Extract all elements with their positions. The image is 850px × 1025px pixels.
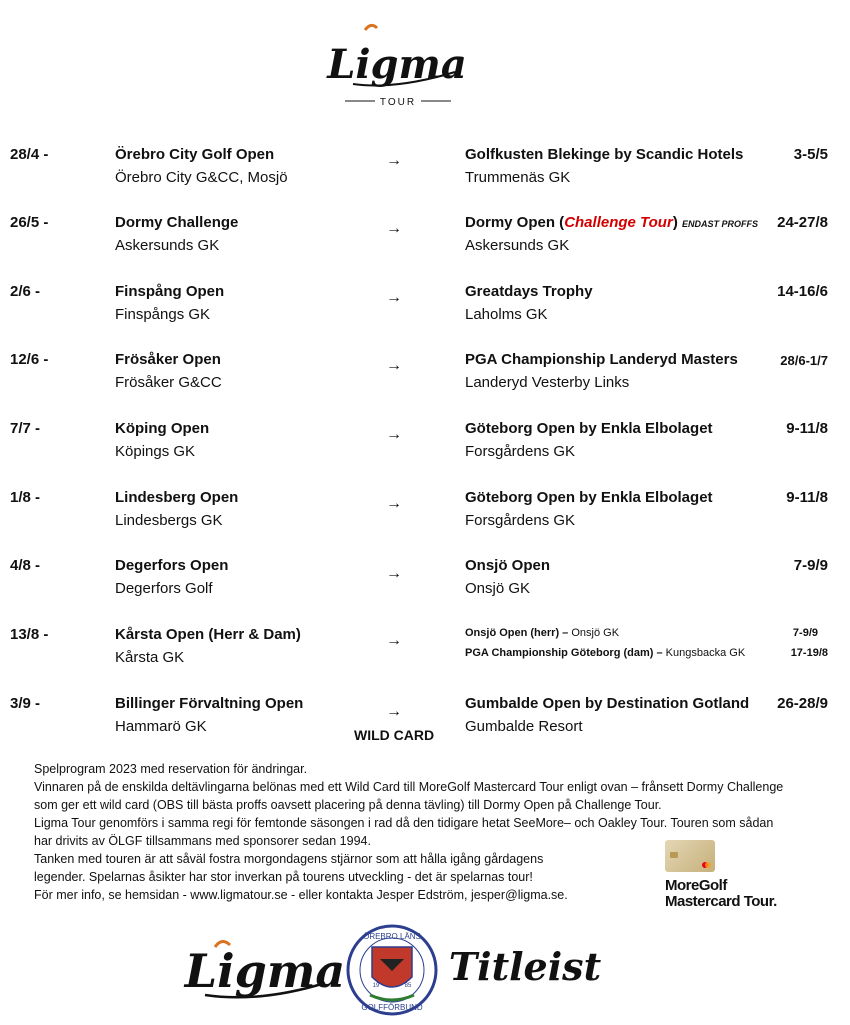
event-venue: Askersunds GK bbox=[115, 237, 220, 254]
wildcard-event-date: 17-19/8 bbox=[790, 647, 828, 659]
wild-card-label: WILD CARD bbox=[354, 727, 435, 743]
wildcard-event-venue: Landeryd Vesterby Links bbox=[465, 374, 630, 391]
event-date: 4/8 - bbox=[10, 557, 41, 574]
footer-paragraph: För mer info, se hemsidan - www.ligmatour.se - eller kontakta Jesper Edström, jesper@ligma.se. bbox=[34, 888, 568, 902]
ligma-logo bbox=[183, 941, 345, 998]
schedule-row bbox=[0, 351, 850, 411]
wildcard-event-name bbox=[465, 214, 758, 231]
wildcard-event-name: Göteborg Open by Enkla Elbolaget bbox=[465, 489, 713, 506]
event-date: 12/6 - bbox=[10, 351, 49, 368]
event-date: 2/6 - bbox=[10, 283, 41, 300]
footer-paragraph: Tanken med touren är att såväl fostra morgondagens stjärnor som att hålla igång gårdagens legender. Spelarnas åsikter har stor inverkan på tourens utveckling - det är spelarnas tour! bbox=[34, 852, 544, 884]
arrow-right-icon: → bbox=[386, 426, 402, 443]
wildcard-event-venue: Trummenäs GK bbox=[465, 169, 571, 186]
wildcard-event-venue: Forsgårdens GK bbox=[465, 443, 576, 460]
schedule-row bbox=[0, 214, 850, 274]
event-name-part: ) bbox=[672, 214, 678, 231]
footer-paragraph: Spelprogram 2023 med reservation för ändringar. bbox=[34, 762, 308, 776]
event-date: 28/4 - bbox=[10, 146, 49, 163]
wildcard-event-date: 26-28/9 bbox=[777, 695, 828, 712]
ligma-tour-logo bbox=[327, 10, 467, 110]
event-venue: Hammarö GK bbox=[115, 718, 207, 735]
wildcard-event-name: Greatdays Trophy bbox=[465, 283, 593, 300]
arrow-right-icon: → bbox=[386, 220, 402, 237]
logo-sub: TOUR bbox=[379, 97, 417, 108]
wildcard-event-venue: Kungsbacka GK bbox=[662, 647, 746, 659]
schedule-row bbox=[0, 420, 850, 480]
wildcard-event-date: 7-9/9 bbox=[792, 627, 818, 639]
event-date: 13/8 - bbox=[10, 626, 49, 643]
wildcard-event-name: Göteborg Open by Enkla Elbolaget bbox=[465, 420, 713, 437]
pro-only-note: ENDAST PROFFS bbox=[681, 219, 758, 229]
event-name: Dormy Challenge bbox=[115, 214, 239, 231]
schedule-row bbox=[0, 695, 850, 755]
footer-paragraph: Vinnaren på de enskilda deltävlingarna belönas med ett Wild Card till MoreGolf Mastercard Tour enligt ovan – frånsett Dormy Challenge som ger ett wild card (OBS till bästa proffs oavsett placering på denna tävling) till Dormy Open på Challenge Tour. bbox=[34, 780, 784, 812]
footer-paragraph: Ligma Tour genomförs i samma regi för femtonde säsongen i rad då den tidigare hetat SeeMore– och Oakley Tour. Touren som sådan har drivits av ÖLGF tillsammans med sponsorer sedan 1994. bbox=[34, 816, 774, 848]
arrow-right-icon: → bbox=[386, 152, 402, 169]
event-name: Köping Open bbox=[115, 420, 210, 437]
sponsor-line: Mastercard Tour. bbox=[665, 893, 777, 910]
event-date: 7/7 - bbox=[10, 420, 41, 437]
wildcard-event-venue: Gumbalde Resort bbox=[465, 718, 583, 735]
wildcard-event-name: Onsjö Open bbox=[465, 557, 551, 574]
wildcard-event-name: PGA Championship Landeryd Masters bbox=[465, 351, 738, 368]
wildcard-event-venue: Forsgårdens GK bbox=[465, 512, 576, 529]
event-name: Billinger Förvaltning Open bbox=[115, 695, 304, 712]
arrow-right-icon: → bbox=[386, 495, 402, 512]
seal-bottom-text: GOLFFÖRBUND bbox=[361, 1003, 423, 1012]
event-venue: Örebro City G&CC, Mosjö bbox=[115, 169, 288, 186]
wildcard-event-line bbox=[465, 647, 745, 659]
event-venue: Lindesbergs GK bbox=[115, 512, 223, 529]
wildcard-event-date: 7-9/9 bbox=[793, 557, 828, 574]
titleist-logo: Titleist bbox=[448, 944, 602, 989]
wildcard-event-date: 14-16/6 bbox=[777, 283, 828, 300]
arrow-right-icon: → bbox=[386, 289, 402, 306]
wildcard-event-date: 24-27/8 bbox=[777, 214, 828, 231]
wildcard-event-name: Onsjö Open (herr) – bbox=[465, 627, 569, 639]
event-name: Kårsta Open (Herr & Dam) bbox=[115, 626, 301, 643]
sponsor-logos bbox=[0, 925, 850, 1020]
event-venue: Degerfors Golf bbox=[115, 580, 213, 597]
seal-top-text: ÖREBRO LÄNS bbox=[363, 932, 421, 941]
event-venue: Köpings GK bbox=[115, 443, 196, 460]
logo-text: Ligma bbox=[327, 41, 467, 88]
event-venue: Kårsta GK bbox=[115, 649, 185, 666]
orebro-golf-federation-seal bbox=[348, 926, 436, 1014]
wildcard-event-date: 9-11/8 bbox=[786, 489, 828, 506]
event-name: Degerfors Open bbox=[115, 557, 229, 574]
arrow-right-icon: → bbox=[386, 357, 402, 374]
mastercard-card-image bbox=[665, 840, 715, 872]
wildcard-event-date: 3-5/5 bbox=[793, 146, 828, 163]
schedule-row bbox=[0, 489, 850, 549]
wildcard-event-venue: Askersunds GK bbox=[465, 237, 570, 254]
event-name: Lindesberg Open bbox=[115, 489, 239, 506]
sponsor-line: MoreGolf bbox=[665, 877, 727, 894]
event-name: Finspång Open bbox=[115, 283, 225, 300]
event-name-part: Dormy Open ( bbox=[465, 214, 565, 231]
event-date: 1/8 - bbox=[10, 489, 41, 506]
schedule-row bbox=[0, 283, 850, 343]
event-name: Örebro City Golf Open bbox=[115, 146, 275, 163]
seal-year-right: 85 bbox=[404, 983, 412, 989]
wildcard-event-name: Gumbalde Open by Destination Gotland bbox=[465, 695, 750, 712]
event-name: Frösåker Open bbox=[115, 351, 221, 368]
event-venue: Finspångs GK bbox=[115, 306, 211, 323]
schedule-row bbox=[0, 626, 850, 686]
wildcard-event-name: Golfkusten Blekinge by Scandic Hotels bbox=[465, 146, 744, 163]
moregolf-mastercard-logo bbox=[665, 878, 777, 910]
challenge-tour-label: Challenge Tour bbox=[564, 214, 673, 231]
event-venue: Frösåker G&CC bbox=[115, 374, 222, 391]
schedule-row bbox=[0, 557, 850, 617]
wildcard-event-line bbox=[465, 627, 619, 639]
arrow-right-icon: → bbox=[386, 703, 402, 720]
arrow-right-icon: → bbox=[386, 565, 402, 582]
seal-year-left: 19 bbox=[372, 983, 380, 989]
wildcard-event-name: PGA Championship Göteborg (dam) – bbox=[465, 647, 663, 659]
wildcard-event-venue: Laholms GK bbox=[465, 306, 548, 323]
wildcard-event-date: 28/6-1/7 bbox=[780, 353, 828, 368]
wildcard-event-venue: Onsjö GK bbox=[465, 580, 531, 597]
wildcard-event-date: 9-11/8 bbox=[786, 420, 828, 437]
event-date: 26/5 - bbox=[10, 214, 49, 231]
schedule-row bbox=[0, 146, 850, 206]
ligma-logo-text: Ligma bbox=[184, 944, 346, 998]
wildcard-event-venue: Onsjö GK bbox=[568, 627, 620, 639]
arrow-right-icon: → bbox=[386, 632, 402, 649]
event-date: 3/9 - bbox=[10, 695, 41, 712]
